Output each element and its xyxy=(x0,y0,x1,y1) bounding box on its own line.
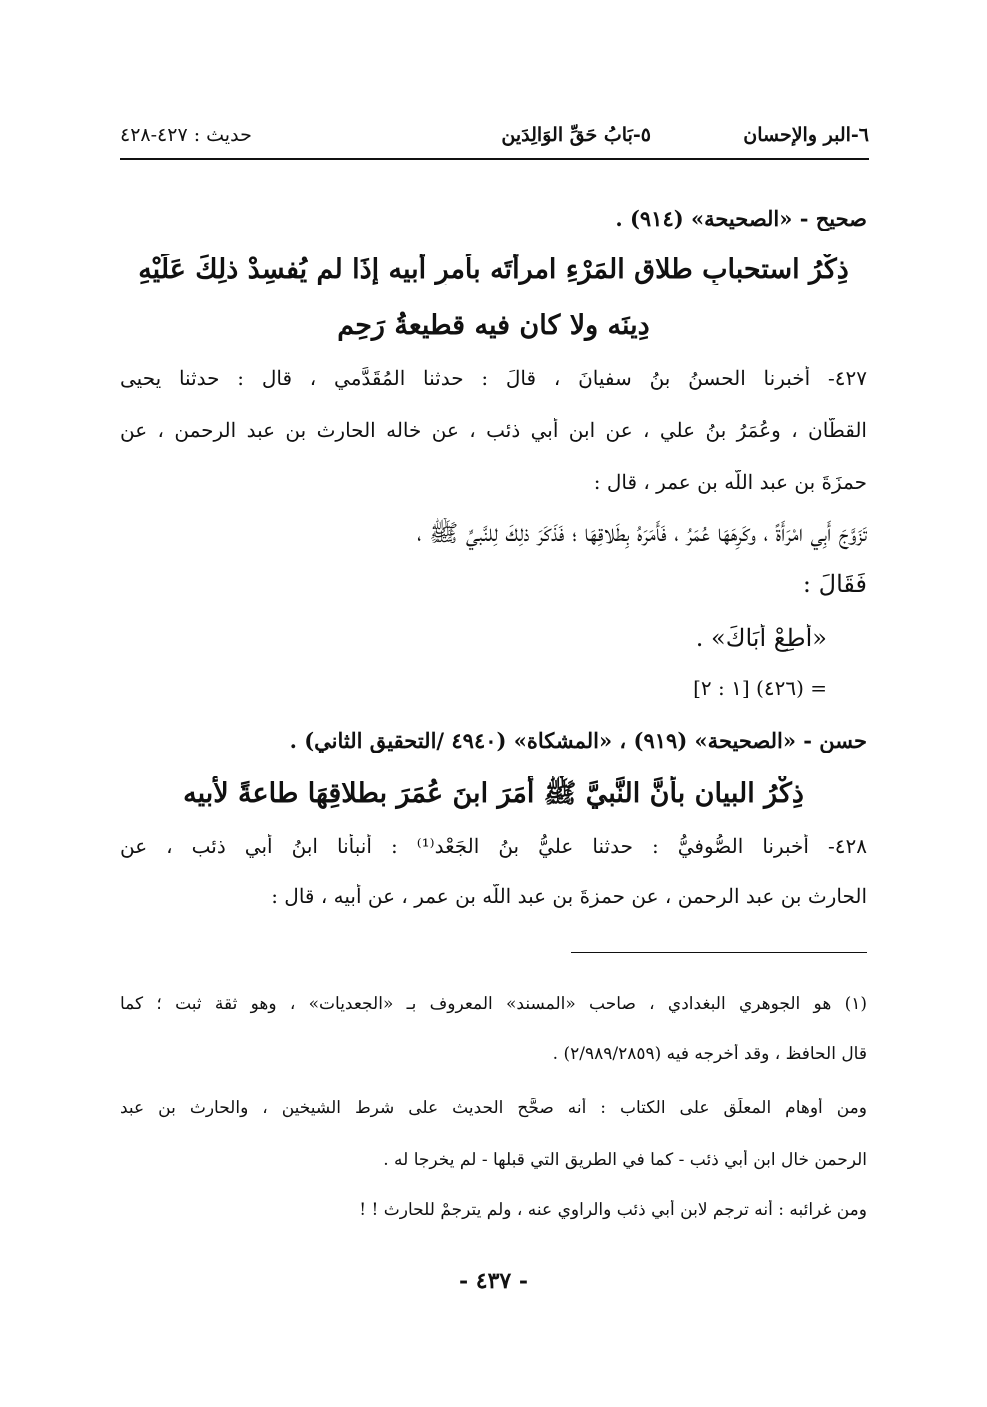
chapter-heading-1-line-1: ذِكْرُ استحبابِ طلاقِ المَرْءِ امرأتَه بأمرِ أبيه إذَا لم يُفسِدْ ذلِكَ عَلَيْهِ xyxy=(138,254,849,285)
chapter-title: ٦-البر والإحسان xyxy=(743,124,869,146)
chapter-heading-1-line-2: دِينَه ولا كان فيه قطيعةُ رَحِمٍ xyxy=(337,310,650,341)
grade-427: حسن - «الصحيحة» (٩١٩) ، «المشكاة» (٤٩٤٠ /التحقيق الثاني) . xyxy=(289,728,867,753)
hadith-427-text-line-1: تَزَوَّجَ أَبِي امْرَأَةً ، وكَرِهَهَا عُمَرُ ، فَأَمَرَهُ بِطَلاقِهَا ؛ فَذَكَرَ ذلِكَ لِلنَّبيِّ ﷺ ، xyxy=(416,519,867,547)
cross-reference: = (٤٢٦) [١ : ٢] xyxy=(693,676,827,700)
section-title: ٥-بَابُ حَقِّ الوَالِدَين xyxy=(501,124,651,146)
hadith-427-chain-line-1: ٤٢٧- أخبرنا الحسنُ بنُ سفيانَ ، قالَ : حدثنا المُقَدَّمي ، قال : حدثنا يحيى xyxy=(120,366,867,390)
footnote-1-line-1: (١) هو الجوهري البغدادي ، صاحب «المسند» المعروف بـ «الجعديات» ، وهو ثقة ثبت ؛ كما xyxy=(120,994,867,1014)
note-2-line-2: الرحمن خال ابن أبي ذئب - كما في الطريق التي قبلها - لم يخرجا له . xyxy=(383,1150,867,1170)
hadith-427-chain-line-2: القطَّان ، وعُمَرُ بنُ علي ، عن ابنِ أبي ذئب ، عن خاله الحارث بنِ عبد الرحمن ، عن xyxy=(120,418,867,442)
footnote-separator xyxy=(571,952,867,953)
note-3: ومن غرائبه : أنه ترجم لابن أبي ذئب والراوي عنه ، ولم يترجمْ للحارث ! ! xyxy=(359,1200,867,1220)
hadith-427-text-line-2: فَقَالَ : xyxy=(802,570,867,598)
chapter-heading-2: ذِكْرُ البيان بأنَّ النَّبيَّ ﷺ أَمَرَ ابنَ عُمَرَ بطلاقِهَا طاعةً لأبيه xyxy=(183,778,804,809)
page-number: - ٤٣٧ - xyxy=(458,1268,529,1294)
grade-previous: صحيح - «الصحيحة» (٩١٤) . xyxy=(615,206,867,231)
hadith-427-text-line-3: «أَطِعْ أَبَاكَ» . xyxy=(695,624,827,652)
hadith-range: حديث : ٤٢٧-٤٢٨ xyxy=(120,124,252,146)
note-2-line-1: ومن أوهام المعلِّق على الكتاب : أنه صحَّح الحديث على شرط الشيخين ، والحارث بن عبد xyxy=(120,1098,867,1118)
running-header xyxy=(120,118,869,160)
hadith-427-chain-line-3: حمزَةَ بنِ عبد اللّه بن عمر ، قال : xyxy=(593,470,867,494)
hadith-428-chain-line-2: الحارث بنِ عبد الرحمن ، عن حمزةَ بن عبد اللّه بن عمر ، عن أبيه ، قال : xyxy=(271,884,867,908)
footnote-1-line-2: قال الحافظ ، وقد أخرجه فيه (٢/٩٨٩/٢٨٥٩) . xyxy=(552,1044,867,1064)
hadith-428-chain-line-1: ٤٢٨- أخبرنا الصُّوفيُّ : حدثنا عليُّ بنُ الجَعْد⁽¹⁾ : أنبأنا ابنُ أبي ذئب ، عن xyxy=(120,834,867,858)
